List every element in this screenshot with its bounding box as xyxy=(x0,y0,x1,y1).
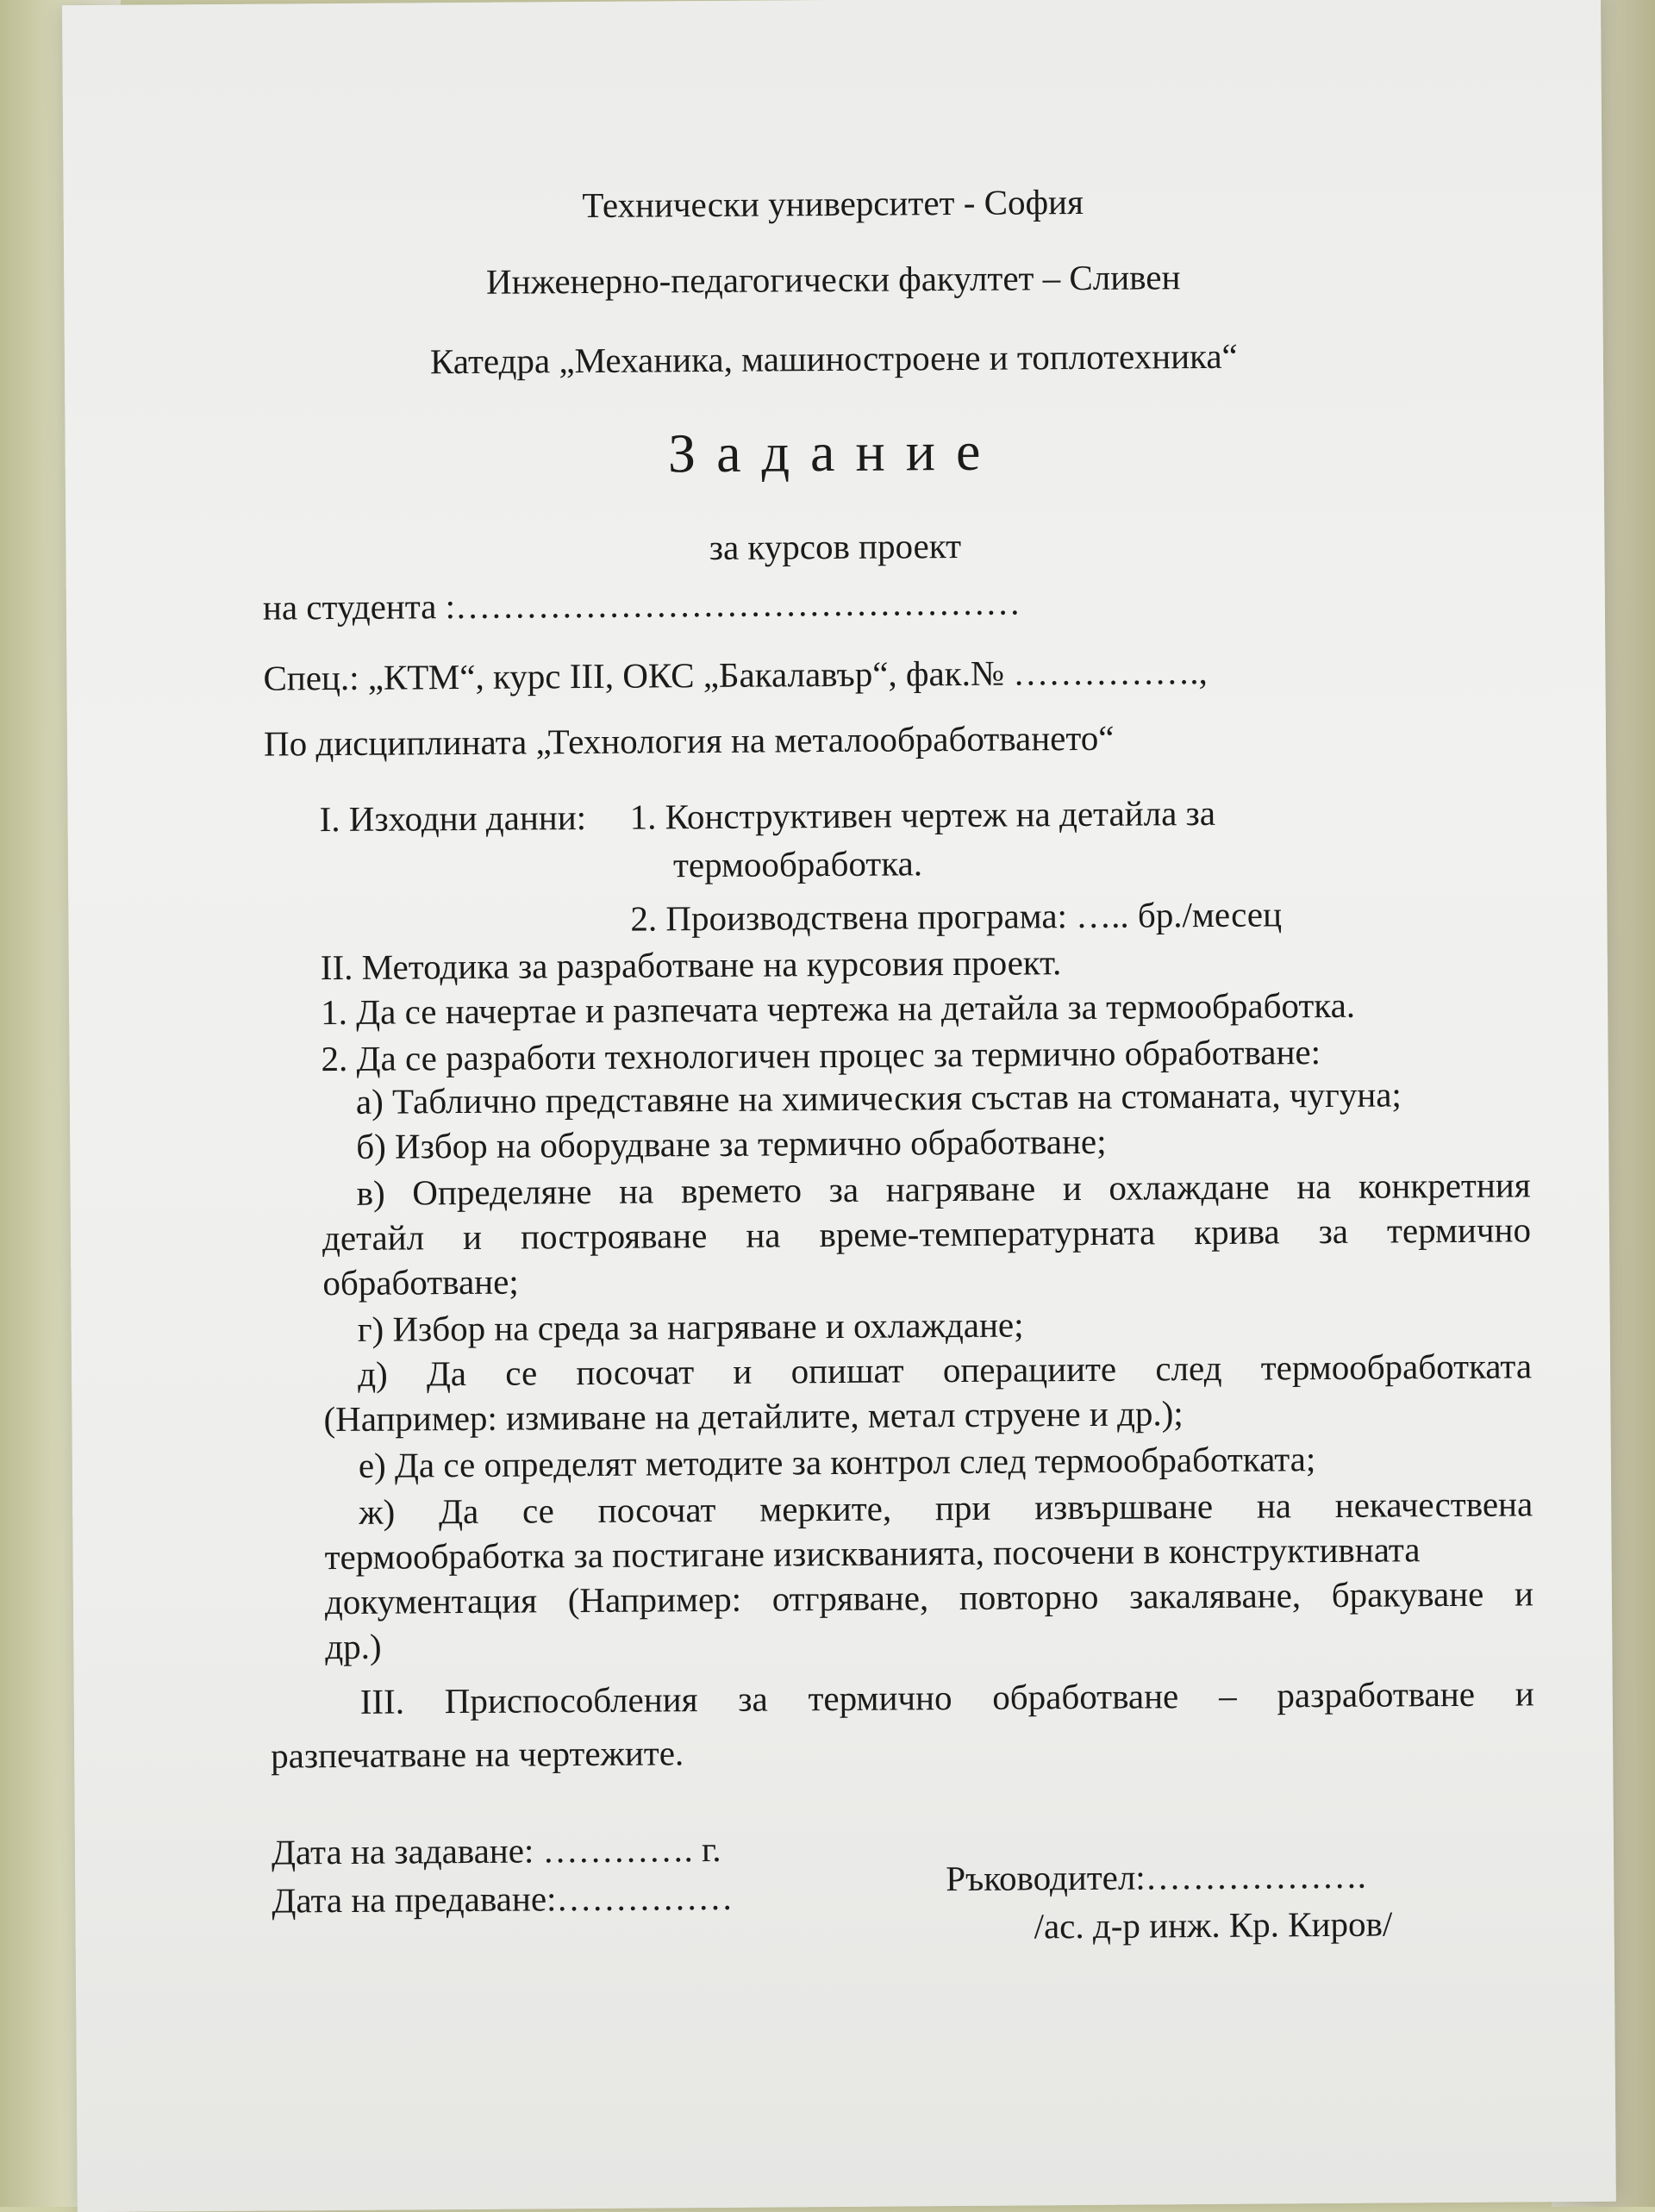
method-item-zh-end: др.) xyxy=(325,1626,382,1667)
method-item-d-cont: (Например: измиване на детайлите, метал струене и др.); xyxy=(323,1393,1183,1440)
method-item-a: а) Таблично представяне на химическия състав на стоманата, чугуна; xyxy=(355,1074,1402,1122)
date-assigned: Дата на задаване: …………. г. xyxy=(271,1828,721,1872)
method-item1: 1. Да се начертае и разпечата чертежа на детайла за термообработка. xyxy=(321,984,1356,1033)
document-subtitle: за курсов проект xyxy=(709,525,962,568)
date-submitted: Дата на предаване:…………… xyxy=(272,1877,734,1921)
method-item-e: е) Да се определят методите за контрол след термообработката; xyxy=(358,1439,1316,1485)
method-item-zh: ж) Да се посочат мерките, при извършване на некачествена xyxy=(359,1484,1533,1532)
specialty-line: Спец.: „КТМ“, курс III, ОКС „Бакалавър“, фак.№ ……………., xyxy=(263,651,1208,698)
section3-cont: разпечатване на чертежите. xyxy=(271,1733,684,1776)
section1-heading: I. Изходни данни: xyxy=(319,797,587,840)
method-item2: 2. Да се разработи технологичен процес за термично обработване: xyxy=(321,1032,1321,1079)
input-data-item1: 1. Конструктивен чертеж на детайла за xyxy=(629,792,1216,837)
method-item-g: г) Избор на среда за нагряване и охлаждане; xyxy=(357,1304,1024,1349)
faculty-name: Инженерно-педагогически факултет – Сливен xyxy=(485,257,1181,302)
method-item-zh-cont2: документация (Например: отгряване, повторно закаляване, бракуване и xyxy=(324,1573,1534,1622)
document-title: Задание xyxy=(667,420,1002,484)
supervisor-name: /ас. д-р инж. Кр. Киров/ xyxy=(1034,1903,1393,1946)
method-item-b: б) Избор на оборудване за термично обработване; xyxy=(356,1121,1107,1166)
student-line: на студента :………………………………………… xyxy=(262,582,1021,628)
section2-heading: II. Методика за разработване на курсовия проект. xyxy=(320,942,1062,988)
method-item-v: в) Определяне на времето за нагряване и охлаждане на конкретния xyxy=(356,1165,1531,1213)
method-item-v-end: обработване; xyxy=(322,1261,519,1303)
method-item-zh-cont: термообработка за постигане изискванията, посочени в конструктивната xyxy=(324,1529,1421,1578)
university-name: Технически университет - София xyxy=(582,181,1084,226)
discipline-line: По дисциплината „Технология на металообработването“ xyxy=(263,717,1115,764)
input-data-item2: 2. Производствена програма: ….. бр./месец xyxy=(630,894,1283,939)
department-name: Катедра „Механика, машиностроене и топлотехника“ xyxy=(429,335,1238,382)
method-item-v-cont: детайл и построяване на време-температурната крива за термично xyxy=(322,1209,1532,1259)
section3-heading: III. Приспособления за термично обработване – разработване и xyxy=(359,1673,1534,1721)
method-item-d: д) Да се посочат и опишат операциите след термообработката xyxy=(357,1346,1533,1394)
input-data-item1-cont: термообработка. xyxy=(672,843,923,885)
supervisor-label: Ръководител:………………. xyxy=(946,1855,1367,1899)
document-page xyxy=(62,0,1616,2212)
